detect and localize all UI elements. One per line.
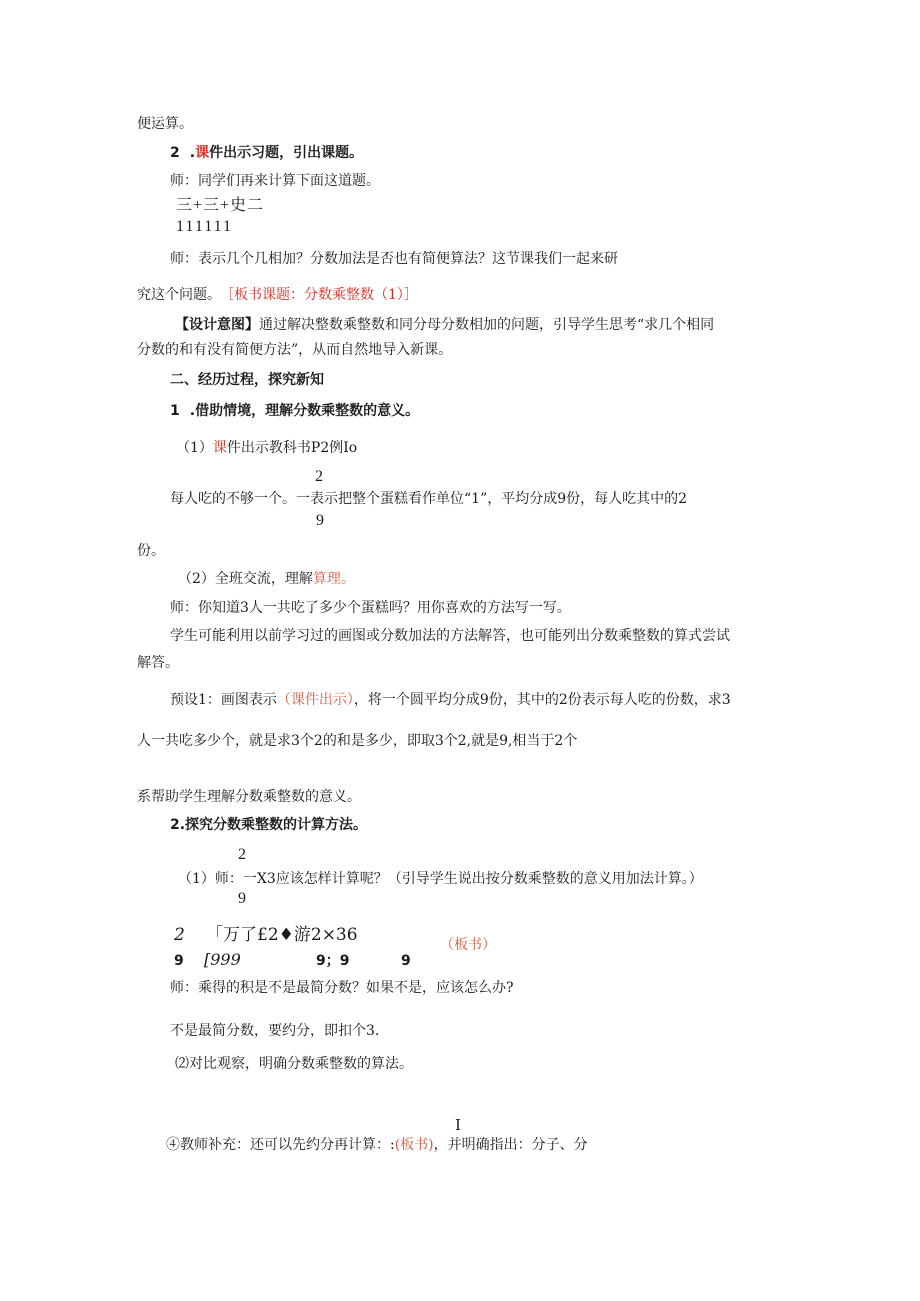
board-label: （板书） bbox=[440, 937, 496, 953]
design-tag: 【设计意图】 bbox=[175, 317, 259, 333]
heading-keyword: 课 bbox=[195, 145, 210, 161]
board-title: ［板书课题：分数乘整数（1）］ bbox=[227, 287, 418, 303]
heading-dot: . bbox=[189, 145, 196, 161]
text-span: ，将一个圆平均分成9份，其中的2份表示每人吃的份数，求3 bbox=[353, 692, 731, 708]
text-line: 系帮助学生理解分数乘整数的意义。 bbox=[137, 789, 361, 805]
text-line: 学生可能利用以前学习过的画图或分数加法的方法解答，也可能列出分数乘整数的算式尝试 bbox=[170, 628, 730, 644]
text-line: 每人吃的不够一个。一表示把整个蛋糕看作单位“1”，平均分成9份，每人吃其中的2 bbox=[170, 491, 688, 507]
calc-expression: 「万了£2♦游2×36 bbox=[206, 925, 358, 945]
fraction-mark: I bbox=[455, 1116, 461, 1134]
fraction-numerator: 2 bbox=[238, 846, 246, 863]
text-span: 究这个问题。 bbox=[137, 287, 221, 303]
equation-top: 三+三+史二 bbox=[176, 197, 265, 214]
text-span: （2）全班交流，理解 bbox=[178, 571, 313, 587]
text-line: ⑵对比观察，明确分数乘整数的算法。 bbox=[175, 1056, 413, 1072]
text-line: （1）师：一X3应该怎样计算呢？（引导学生说出按分数乘整数的意义用加法计算。） bbox=[178, 871, 703, 887]
board-note bbox=[440, 935, 496, 955]
text-span: ，并明确指出：分子、分 bbox=[433, 1137, 588, 1153]
text-span: 件出示教科书P2例Io bbox=[226, 440, 358, 456]
calc-denominator: 9 bbox=[174, 953, 184, 969]
text-span: （1） bbox=[176, 440, 213, 456]
design-intent bbox=[175, 315, 714, 335]
text-line bbox=[166, 1135, 588, 1155]
calc-denominators: [999 bbox=[204, 950, 241, 969]
heading-text: .借助情境，理解分数乘整数的意义。 bbox=[189, 403, 420, 419]
text-line: 师：你知道3人一共吃了多少个蛋糕吗？用你喜欢的方法写一写。 bbox=[170, 600, 571, 616]
section-heading bbox=[170, 143, 363, 163]
text-line: 份。 bbox=[137, 543, 165, 559]
text-line: 师：同学们再来计算下面这道题。 bbox=[170, 173, 380, 189]
text-line bbox=[176, 438, 357, 458]
calc-numerator: 2 bbox=[174, 925, 185, 945]
text-line bbox=[170, 690, 731, 710]
subsection-heading: 2.探究分数乘整数的计算方法。 bbox=[170, 817, 368, 833]
reasoning-keyword: 算理。 bbox=[312, 571, 355, 587]
calc-denominator: 9 bbox=[401, 953, 411, 969]
heading-text: 件出示习题，引出课题。 bbox=[209, 145, 364, 161]
text-line: 不是最简分数，要约分，即扣个3. bbox=[170, 1023, 380, 1039]
fraction-numerator: 2 bbox=[315, 468, 323, 485]
text-line bbox=[178, 569, 355, 589]
text-span: ④教师补充：还可以先约分再计算：: bbox=[166, 1137, 395, 1153]
fraction-denominator: 9 bbox=[316, 512, 324, 529]
calc-denominator: 9；9 bbox=[316, 953, 350, 969]
section-number: 1 bbox=[170, 403, 180, 419]
text-line bbox=[137, 285, 418, 305]
subsection-heading bbox=[170, 401, 419, 421]
text-line: 便运算。 bbox=[137, 116, 193, 132]
section-heading: 二、经历过程，探究新知 bbox=[170, 372, 324, 388]
courseware-note: （课件出示） bbox=[276, 692, 354, 708]
fraction-denominator: 9 bbox=[238, 890, 246, 907]
text-line: 师：乘得的积是不是最简分数？如果不是，应该怎么办? bbox=[170, 980, 514, 996]
text-line: 人一共吃多少个，就是求3个2的和是多少，即取3个2,就是9,相当于2个 bbox=[137, 733, 578, 749]
section-number: 2 bbox=[170, 145, 180, 161]
text-line: 师：表示几个几相加？分数加法是否也有简便算法？这节课我们一起来研 bbox=[170, 251, 618, 267]
text-line: 分数的和有没有简便方法”，从而自然地导入新课。 bbox=[137, 342, 453, 358]
text-line: 解答。 bbox=[137, 655, 179, 671]
equation-bottom: 111111 bbox=[176, 218, 234, 235]
text-span: 预设1：画图表示 bbox=[170, 692, 277, 708]
courseware-keyword: 课 bbox=[212, 440, 227, 456]
design-text: 通过解决整数乘整数和同分母分数相加的问题，引导学生思考“求几个相同 bbox=[259, 317, 715, 333]
board-label: (板书) bbox=[394, 1137, 434, 1153]
